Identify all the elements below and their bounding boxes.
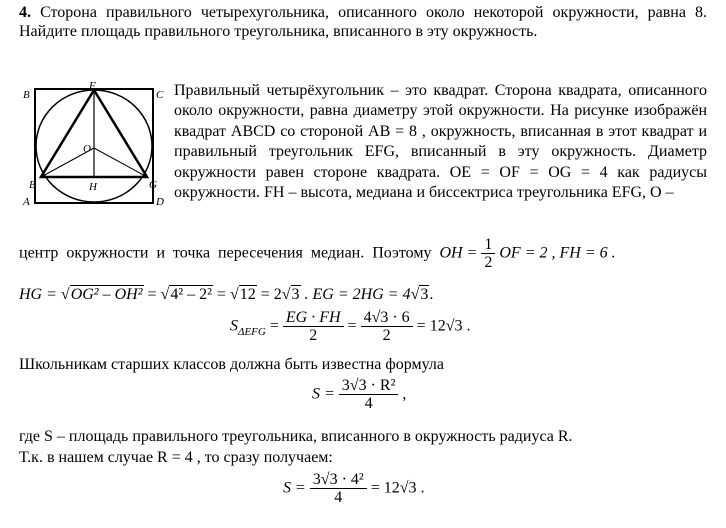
problem-number: 4.	[19, 4, 31, 21]
oh-lhs: OH =	[439, 244, 478, 262]
oh-rhs: OF = 2 ,	[499, 244, 556, 262]
label-h: H	[89, 181, 97, 193]
radicand-og-oh: OG² – OH²	[70, 286, 143, 303]
since-text: Т.к. в нашем случае R = 4 , то сразу получаем:	[19, 449, 333, 466]
label-e: E	[29, 179, 36, 191]
label-o: O	[83, 143, 91, 155]
label-f: F	[89, 80, 96, 92]
geometry-figure	[17, 80, 167, 210]
final-formula: S = $\frac{\text{3√3 · 4²}}{4}$ = 12√3 .	[283, 471, 425, 506]
where-text: где S – площадь правильного треугольника, вписанного в окружность радиуса R.	[19, 428, 573, 445]
general-formula: S = $\frac{\text{3√3 · R²}}{4}$ ,	[312, 377, 407, 412]
general-intro: Школьникам старших классов должна быть известна формула	[19, 356, 444, 373]
problem-text: Сторона правильного четырехугольника, описанного около некоторой окружности, равна 8. Найдите площадь правильного треугольника, вписанного в эту окружность.	[19, 4, 708, 40]
label-c: C	[156, 89, 164, 101]
area-formula: $S_{\Delta EFG}$ = $\frac{EG \cdot FH}{2}$ = $\frac{4√3 \cdot 6}{2}$ = 12√3 .	[230, 309, 471, 344]
hg-line: HG = √OG² – OH² = √4² – 2² = √12 = 2√3 . EG = 2HG = 4√3.	[19, 286, 434, 303]
label-g: G	[149, 179, 157, 191]
side-paragraph: Правильный четырёхугольник – это квадрат. Сторона квадрата, описанного около окружности, равна диаметру этой окружности. На рисунке изображён квадрат ABCD со стороной AB = 8 , окружность, вписанная в этот квадрат и правильный треугольник EFG, вписанный в эту окружность. Диаметр окружности равен стороне квадрата. OE = OF = OG = 4 как радиусы окружности. FH – высота, медиана и биссектриса треугольника EFG, O –	[174, 82, 707, 202]
label-d: D	[156, 196, 164, 208]
oh-prefix: центр окружности и точка пересечения медиан. Поэтому	[19, 244, 440, 262]
fh-value: FH = 6 .	[559, 244, 616, 262]
label-b: B	[23, 89, 30, 101]
problem-statement	[19, 3, 707, 41]
label-a: A	[23, 196, 30, 208]
oh-fraction: $\frac{1}{2}$	[481, 236, 495, 272]
oh-line	[19, 236, 707, 272]
